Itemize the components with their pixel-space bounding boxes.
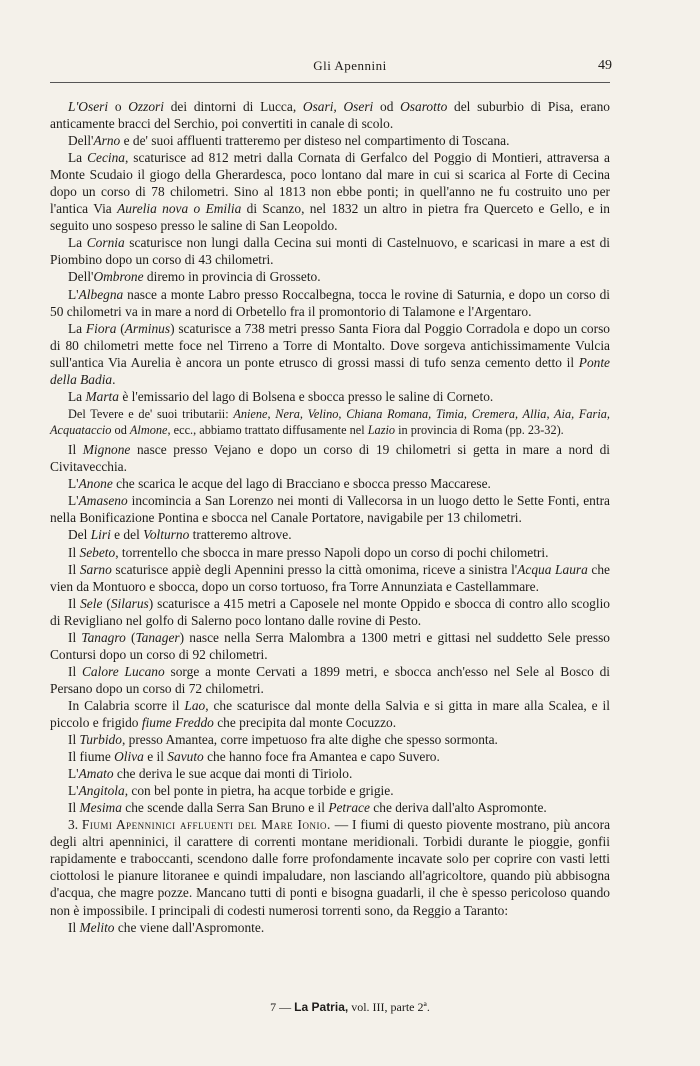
paragraph xyxy=(50,919,610,936)
text-run: tratteremo altrove. xyxy=(189,527,292,543)
text-run: Il xyxy=(68,561,80,577)
text-run: , scaturisce ad 812 metri dalla Cornata di Gerfalco del Poggio di Montieri, attraversa a Monte Scudaio il giogo della Gherardesca, poco lontano dal mare in cui si scarica al Forte di Cecina dopo un corso di 78 chilometri. Sino al 1813 non ebbe ponti; in quell'anno ne fu costruito uno per l'antica Via xyxy=(50,150,610,217)
text-run: od xyxy=(111,422,130,437)
italic-term: Osari, Oseri xyxy=(302,99,374,114)
text-run: Il xyxy=(68,595,81,611)
text-run: che vien da Montuoro e sbocca, dopo un corso tortuoso, fra Torre Annunziata e Castellammare. xyxy=(50,561,610,594)
text-run: Il xyxy=(68,800,80,816)
running-title: Gli Apennini xyxy=(313,58,387,73)
paragraph xyxy=(50,765,610,782)
text-run: Il xyxy=(68,544,80,560)
paragraph xyxy=(50,286,610,320)
paragraph xyxy=(50,782,610,799)
italic-term: Almone xyxy=(129,422,168,437)
note-paragraph xyxy=(50,407,610,438)
italic-term: Savuto xyxy=(167,749,204,765)
text-run: Il xyxy=(68,663,82,679)
italic-term: Volturno xyxy=(143,527,190,543)
paragraph xyxy=(50,132,610,149)
text-run: in provincia di Roma (pp. 23-32). xyxy=(395,422,564,437)
text-run: scaturisce non lungi dalla Cecina sui monti di Castelnuovo, e scaricasi in mare a est di Piombino dopo un corso di 43 chilometri. xyxy=(50,235,610,268)
text-run: ( xyxy=(116,320,125,336)
text-run: In Calabria scorre il xyxy=(68,697,185,713)
text-run: 3. xyxy=(68,817,82,833)
italic-term: Albegna xyxy=(78,286,124,302)
paragraph xyxy=(50,816,610,918)
text-run: nasce presso Vejano e dopo un corso di 19 chilometri si getta in mare a nord di Civitavecchia. xyxy=(50,442,610,475)
text-run: e del xyxy=(110,527,144,543)
italic-term: Marta xyxy=(85,388,119,404)
body-text xyxy=(50,98,610,936)
text-run: , con bel ponte in pietra, ha acque torbide e grigie. xyxy=(124,783,394,799)
text-run: , presso Amantea, corre impetuoso fra alte dighe che spesso sormonta. xyxy=(121,732,498,748)
italic-term: Sarno xyxy=(79,561,112,577)
paragraph xyxy=(50,475,610,492)
italic-term: Tanager xyxy=(135,629,180,645)
text-run: Dell' xyxy=(68,269,94,285)
text-run: L' xyxy=(68,286,79,302)
italic-term: Aniene, Nera, Velino, Chiana Romana, Timia, Cremera, Allia, Aia, Faria, Acquataccio xyxy=(50,406,610,437)
italic-term: Sele xyxy=(80,595,103,611)
italic-term: Amato xyxy=(78,766,114,782)
italic-term: Ozzori xyxy=(128,99,164,114)
paragraph xyxy=(50,799,610,816)
text-run: ) scaturisce a 738 metri presso Santa Fiora dal Poggio Corradola e dopo un corso di 80 chilometri mette foce nel Tirreno a Torre di Montalto. Dove sorgeva antichissimamente Vulcia sull'antica Via Aurelia è ancora un ponte etrusco di grossi massi di tufo senza cemento detto il xyxy=(50,320,610,370)
italic-term: Melito xyxy=(79,919,115,935)
italic-term: Cecina xyxy=(87,150,126,166)
paragraph xyxy=(50,441,610,475)
text-run: Il xyxy=(68,732,80,748)
italic-term: Turbido xyxy=(79,732,122,748)
italic-term: Ponte della Badia xyxy=(50,354,610,387)
italic-term: Calore Lucano xyxy=(82,663,165,679)
paragraph xyxy=(50,492,610,526)
italic-term: Amaseno xyxy=(78,493,128,509)
italic-term: Mesima xyxy=(79,800,122,816)
paragraph xyxy=(50,268,610,285)
text-run: La xyxy=(68,388,86,404)
paragraph xyxy=(50,663,610,697)
text-run: L' xyxy=(68,476,79,492)
text-run: che scende dalla Serra San Bruno e il xyxy=(121,800,329,816)
italic-term: Angitola xyxy=(78,783,125,799)
text-run: Dell' xyxy=(68,133,94,149)
italic-term: Osarotto xyxy=(400,99,448,114)
text-run: che deriva le sue acque dai monti di Tiriolo. xyxy=(113,766,353,782)
italic-term: Mignone xyxy=(82,442,131,458)
paragraph xyxy=(50,526,610,543)
italic-term: Liri xyxy=(90,527,111,543)
italic-term: Lazio xyxy=(367,422,396,437)
text-run: che precipita dal monte Cocuzzo. xyxy=(213,715,397,730)
text-run: ) scaturisce a 415 metri a Caposele nel monte Oppido e sbocca di contro allo scoglio di Reviglianο nel golfo di Salerno poco lontano dalle rovine di Pesto. xyxy=(50,595,610,628)
text-run: e de' suoi affluenti tratteremo per disteso nel compartimento di Toscana. xyxy=(120,133,510,149)
italic-term: Ombrone xyxy=(93,269,144,285)
paragraph xyxy=(50,748,610,765)
paragraph xyxy=(50,320,610,388)
footer-prefix: 7 — xyxy=(270,1000,295,1014)
text-run: . xyxy=(112,371,116,387)
text-run: Il xyxy=(68,442,83,458)
paragraph xyxy=(50,595,610,629)
text-run: ) nasce nella Serra Malombra a 1300 metri e gittasi nel suddetto Sele presso Contursi dopo un corso di 92 chilometri. xyxy=(50,629,610,662)
italic-term: Tanagro xyxy=(81,629,126,645)
footer-journal: La Patria, xyxy=(294,1000,349,1014)
paragraph xyxy=(50,388,610,405)
text-run: che deriva dall'alto Aspromonte. xyxy=(369,800,547,816)
text-run: del suburbio di Pisa, erano anticamente bracci del Serchio, poi convertiti in canale di scolo. xyxy=(50,99,611,132)
paragraph xyxy=(50,234,610,268)
text-run: che scarica le acque del lago di Bracciano e sbocca presso Maccarese. xyxy=(112,476,491,492)
text-run: che hanno foce fra Amantea e capo Suvero. xyxy=(203,749,440,765)
text-run: Il xyxy=(68,919,80,935)
paragraph xyxy=(50,561,610,595)
text-run: L' xyxy=(68,766,79,782)
text-run: L' xyxy=(68,493,79,509)
italic-term: Oliva xyxy=(114,749,144,765)
text-run: incomincia a San Lorenzo nei monti di Vallecorsa in un luogo detto le Sette Fonti, entra nella Bonificazione Pontina e sbocca nel Canale Portatore, navigabile per 13 chilometri. xyxy=(50,493,610,526)
italic-term: Anone xyxy=(78,476,113,492)
footer-suffix: vol. III, parte 2ª. xyxy=(348,1000,430,1014)
text-run: sorge a monte Cervati a 1899 metri, e sbocca anch'esso nel Sele al Bosco di Persano dopo un corso di 72 chilometri. xyxy=(50,663,610,696)
italic-term: Silarus xyxy=(110,595,149,611)
paragraph xyxy=(50,731,610,748)
italic-term: fiume Freddo xyxy=(141,715,214,730)
text-run: è l'emissario del lago di Bolsena e sbocca presso le saline di Corneto. xyxy=(118,388,494,404)
italic-term: Acqua Laura xyxy=(517,561,588,577)
italic-term: Arminus xyxy=(124,320,171,336)
text-run: ( xyxy=(102,595,111,611)
text-run: Del Tevere e de' suoi tributarii: xyxy=(68,406,234,421)
italic-term: L'Oseri xyxy=(68,99,109,114)
text-run: Del xyxy=(68,527,91,543)
italic-term: Petrace xyxy=(328,800,370,816)
text-run: , che scaturisce dal monte della Salvia e si gitta in mare alla Scalea, e il piccolo e frigido xyxy=(50,697,610,730)
header-rule xyxy=(50,82,610,83)
italic-term: Fiora xyxy=(85,320,117,336)
text-run: La xyxy=(68,235,87,251)
text-run: ( xyxy=(125,629,136,645)
text-run: dei dintorni di Lucca, xyxy=(163,99,303,114)
paragraph xyxy=(50,149,610,234)
paragraph xyxy=(50,629,610,663)
italic-term: Arno xyxy=(93,133,121,149)
italic-term: Sebeto xyxy=(79,544,116,560)
paragraph xyxy=(50,98,610,132)
text-run: e il xyxy=(143,749,168,765)
running-header xyxy=(0,58,700,78)
text-run: di Scanzo, nel 1832 un altro in pietra fra Querceto e Gello, e in seguito uno sospeso presso le saline di San Leopoldo. xyxy=(50,201,610,234)
section-heading: Fiumi Apenninici affluenti del Mare Ionio. xyxy=(81,817,331,833)
text-run: nasce a monte Labro presso Roccalbegna, tocca le rovine di Saturnia, e dopo un corso di 50 chilometri va in mare a nord di Orbetello fra il promontorio di Talamone e l'Argentaro. xyxy=(50,286,610,319)
text-run: — I fiumi di questo piovente mostrano, più ancora degli altri apenninici, il carattere di correnti montane meridionali. Torbidi durante le pioggie, gonfii rapidamente e traboccanti, scendono dalle forre profondamente incavate solo per coprire con vasti letti ciottolosi le pianure litoranee e quindi impaludare, non lasciando all'agricoltore, quando più abbisogna d'acqua, che magre pozze. Mancano tutti di ponti e bisogna guadarli, il che è spesso pericoloso quando non è impossibile. I principali di codesti numerosi torrenti sono, da Reggio a Taranto: xyxy=(50,817,611,918)
text-run: La xyxy=(68,320,86,336)
text-run: L' xyxy=(68,783,79,799)
paragraph xyxy=(50,544,610,561)
text-run: scaturisce appiè degli Apennini presso la città omonima, riceve a sinistra l' xyxy=(111,561,518,577)
footer-signature xyxy=(0,1000,700,1015)
text-run: Il fiume xyxy=(68,749,115,765)
text-run: od xyxy=(373,99,401,114)
text-run: o xyxy=(108,99,129,114)
text-run: , ecc., abbiamo trattato diffusamente nel xyxy=(167,422,368,437)
text-run: La xyxy=(68,150,88,166)
text-run: che viene dall'Aspromonte. xyxy=(114,919,265,935)
text-run: diremo in provincia di Grosseto. xyxy=(143,269,321,285)
italic-term: Aurelia nova o Emilia xyxy=(117,201,242,217)
page-number: 49 xyxy=(598,58,612,73)
text-run: , torrentello che sbocca in mare presso Napoli dopo un corso di pochi chilometri. xyxy=(115,544,549,560)
italic-term: Lao xyxy=(184,697,206,713)
paragraph xyxy=(50,697,610,731)
italic-term: Cornia xyxy=(86,235,125,251)
text-run: Il xyxy=(68,629,82,645)
